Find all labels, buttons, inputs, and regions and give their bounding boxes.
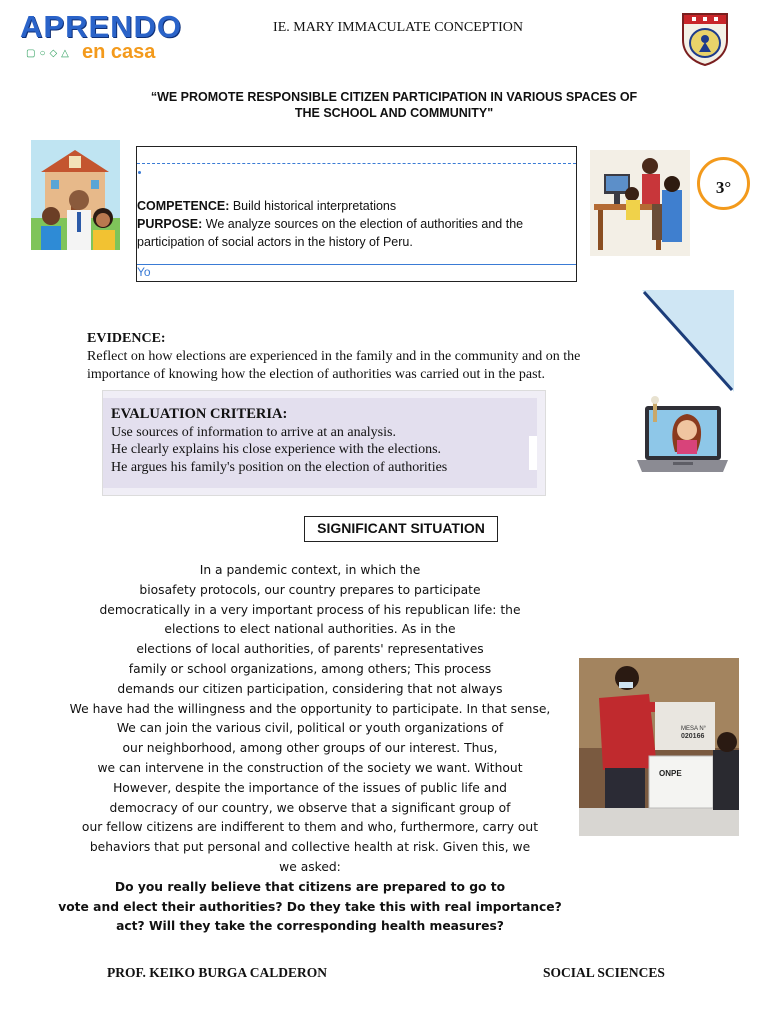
situation-line: family or school organizations, among others; This process <box>128 661 492 676</box>
purpose-label: PURPOSE: <box>137 217 203 231</box>
teacher-laptop-illustration <box>635 392 730 488</box>
situation-line: our neighborhood, among other groups of our interest. Thus, <box>122 741 498 756</box>
logo-subtitle: en casa <box>82 41 156 63</box>
school-name: IE. MARY IMMACULATE CONCEPTION <box>273 20 523 35</box>
teacher-name: PROF. KEIKO BURGA CALDERON <box>107 965 328 980</box>
competence-text <box>137 197 537 251</box>
blue-divider <box>137 264 576 265</box>
competence-footer-text: Yo <box>137 265 151 279</box>
competence-box <box>136 146 577 282</box>
situation-line: we can intervene in the construction of the society we want. Without <box>97 760 523 775</box>
decorative-diagonal-shape <box>642 290 734 392</box>
competence-label: COMPETENCE: <box>137 199 230 213</box>
criteria-panel <box>103 398 537 488</box>
situation-text <box>40 561 580 937</box>
main-title-line-2: THE SCHOOL AND COMMUNITY" <box>294 106 494 120</box>
criteria-item: He argues his family's position on the election of authorities <box>111 459 448 475</box>
significant-situation-title: SIGNIFICANT SITUATION <box>304 516 498 542</box>
situation-line: However, despite the importance of the issues of public life and <box>113 780 507 795</box>
situation-line: we asked: <box>279 859 341 874</box>
criteria-item: Use sources of information to arrive at an analysis. <box>111 424 396 440</box>
voting-photo <box>579 658 739 836</box>
subject-name: SOCIAL SCIENCES <box>543 965 665 980</box>
situation-line: biosafety protocols, our country prepares to participate <box>139 582 481 597</box>
dashed-divider <box>137 163 576 164</box>
evidence-text: Reflect on how elections are experienced in the family and in the community and on the importance of knowing how the election of authorities was carried out in the past. <box>87 349 581 382</box>
question-line: act? Will they take the corresponding health measures? <box>116 919 504 934</box>
purpose-value: We analyze sources on the election of authorities and the participation of social actors in the history of Peru. <box>137 217 524 249</box>
school-family-illustration <box>31 140 120 250</box>
evidence-section <box>87 330 627 384</box>
situation-line: behaviors that put personal and collective health at risk. Given this, we <box>89 840 531 855</box>
situation-line: We have had the willingness and the opportunity to participate. In that sense, <box>69 701 551 716</box>
question-line: Do you really believe that citizens are prepared to go to <box>114 879 506 894</box>
situation-line: In a pandemic context, in which the <box>199 563 421 577</box>
situation-line: democracy of our country, we observe that a significant group of <box>109 800 511 815</box>
question-line: vote and elect their authorities? Do they take this with real importance? <box>58 899 562 914</box>
logo-shapes-icon: ▢○◇△ <box>26 48 73 59</box>
criteria-notch <box>529 436 537 470</box>
situation-line: elections to elect national authorities. As in the <box>164 622 456 637</box>
ballot-box-label: ONPE <box>659 769 682 778</box>
situation-line: our fellow citizens are indifferent to them and who, furthermore, carry out <box>81 820 539 835</box>
evaluation-criteria-box <box>102 390 546 496</box>
school-crest-icon <box>680 10 730 66</box>
situation-line: elections of local authorities, of parents' representatives <box>136 642 484 657</box>
logo-title: APRENDO <box>20 9 183 44</box>
criteria-item: He clearly explains his close experience with the elections. <box>111 442 442 457</box>
situation-line: democratically in a very important process of his republican life: the <box>99 602 521 617</box>
table-label: MESA N° <box>681 726 707 732</box>
table-number: 020166 <box>681 733 705 740</box>
criteria-title: EVALUATION CRITERIA: <box>111 406 288 422</box>
evidence-title: EVIDENCE: <box>87 331 166 346</box>
situation-line: demands our citizen participation, considering that not always <box>117 681 503 696</box>
main-title-line-1: “WE PROMOTE RESPONSIBLE CITIZEN PARTICIPATION IN VARIOUS SPACES OF <box>150 90 638 104</box>
criteria-text <box>111 406 447 476</box>
competence-value: Build historical interpretations <box>229 199 397 213</box>
grade-badge: 3° <box>697 157 750 210</box>
divider-dot <box>138 171 141 174</box>
family-at-desk-illustration <box>590 150 690 256</box>
situation-line: We can join the various civil, political or youth organizations of <box>116 721 504 736</box>
main-title <box>120 89 668 121</box>
